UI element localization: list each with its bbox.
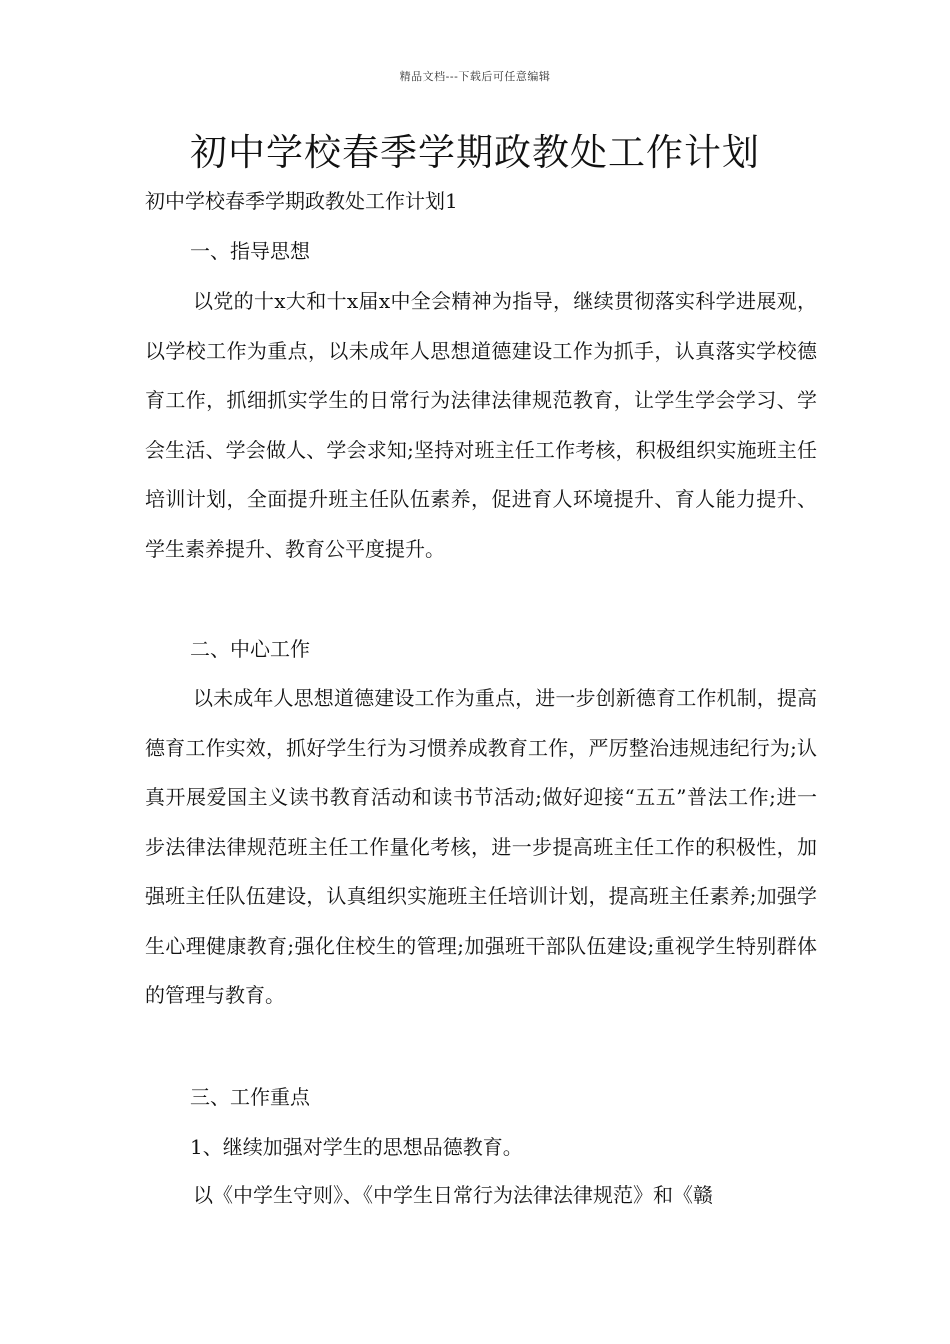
list-item-1: 1、继续加强对学生的思想品德教育。 — [190, 1135, 523, 1159]
section-heading-work-focus: 三、工作重点 — [190, 1085, 310, 1109]
paragraph-guiding-thought: 以党的十x大和十x届x中全会精神为指导，继续贯彻落实科学进展观，以学校工作为重点，以未成年人思想道德建设工作为抓手，认真落实学校德育工作，抓细抓实学生的日常行为法律法律规范教育，让学生学会学习、学会生活、学会做人、学会求知;坚持对班主任工作考核，积极组织实施班主任培训计划，全面提升班主任队伍素养，促进育人环境提升、育人能力提升、学生素养提升、教育公平度提升。 — [145, 289, 817, 561]
section-heading-guiding-thought: 一、指导思想 — [190, 239, 310, 263]
document-subtitle: 初中学校春季学期政教处工作计划1 — [145, 189, 458, 213]
header-note: 精品文档---下载后可任意编辑 — [399, 70, 551, 83]
paragraph-central-work: 以未成年人思想道德建设工作为重点，进一步创新德育工作机制，提高德育工作实效，抓好学生行为习惯养成教育工作，严厉整治违规违纪行为;认真开展爱国主义读书教育活动和读书节活动;做好迎接“五五”普法工作;进一步法律法律规范班主任工作量化考核，进一步提高班主任工作的积极性，加强班主任队伍建设，认真组织实施班主任培训计划，提高班主任素养;加强学生心理健康教育;强化住校生的管理;加强班干部队伍建设;重视学生特别群体的管理与教育。 — [145, 686, 817, 1007]
section-heading-central-work: 二、中心工作 — [190, 637, 310, 661]
document-title: 初中学校春季学期政教处工作计划 — [190, 131, 760, 174]
paragraph-work-focus: 以《中学生守则》、《中学生日常行为法律法律规范》和《赣 — [193, 1183, 713, 1207]
